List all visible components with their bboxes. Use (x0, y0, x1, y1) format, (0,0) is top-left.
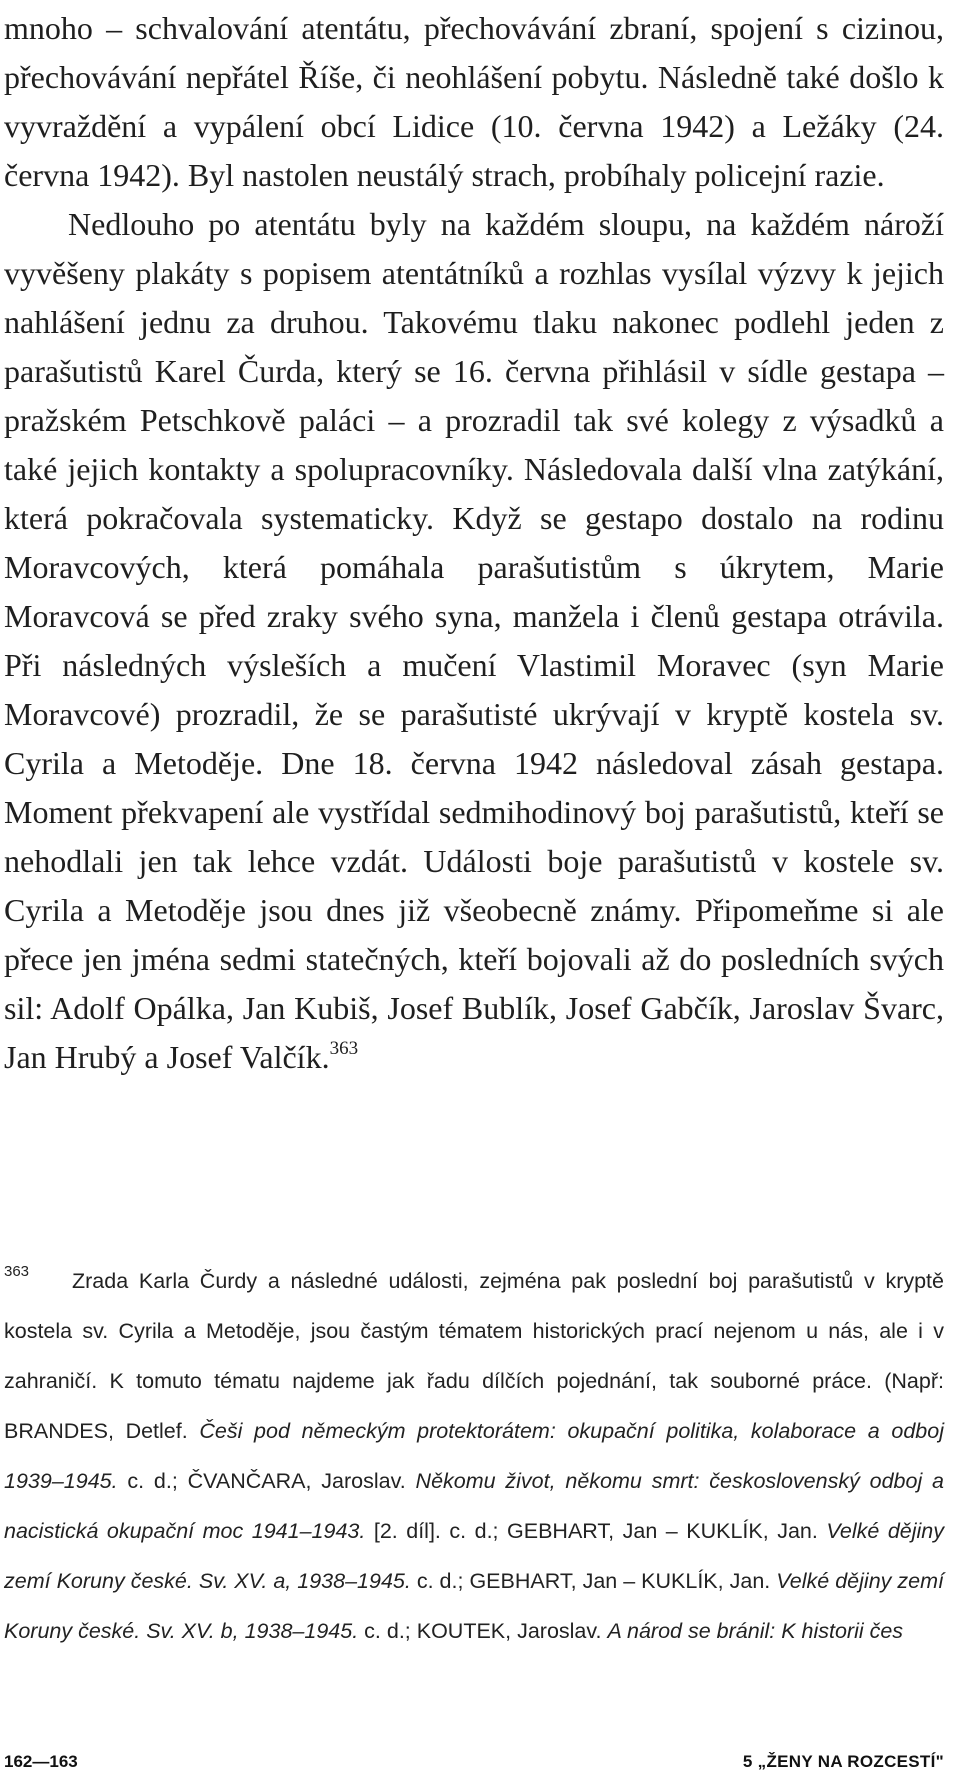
chapter-title: 5 „ŽENY NA ROZCESTÍ" (742, 1752, 944, 1771)
footnote-text-1: Zrada Karla Čurdy a následné události, zejména pak poslední boj parašutistů v kryptě kostela sv. Cyrila a Metoděje, jsou častým tématem historických prací nejenom u nás, ale i v zahraničí. K tomuto tématu najdeme jak řadu dílčích pojednání, tak souborné práce. (Např: BRANDES, Detlef. (4, 1269, 944, 1443)
footnote-title-1: Češi pod německým protektorátem: okupační politika, kolaborace a odboj 1939–1945. (4, 1419, 944, 1493)
footnote-reference[interactable]: 363 (329, 1038, 359, 1059)
footnote-text-4: c. d.; GEBHART, Jan – KUKLÍK, Jan. (410, 1569, 777, 1593)
footnote-title-2: Někomu život, někomu smrt: československý odboj a nacistická okupační moc 1941–1943. (4, 1469, 945, 1543)
footnote-title-4: Velké dějiny zemí Koruny české. Sv. XV. b, 1938–1945. (4, 1569, 944, 1643)
footnote-text-2: c. d.; ČVANČARA, Jaroslav. (117, 1469, 416, 1493)
page-numbers: 162—163 (4, 1752, 78, 1771)
body-text (4, 4, 944, 1082)
footnote: 363 Zrada Karla Čurdy a následné události, zejména pak poslední boj parašutistů v kryptě kostela sv. Cyrila a Metoděje, jsou častým tématem historických prací nejenom u nás, ale i v zahraničí. K tomuto tématu najdeme jak řadu dílčích pojednání, tak souborné práce. (Např: BRANDES, Detlef. Češi pod německým protektorátem: okupační politika, kolaborace a odboj 1939–1945. c. d.; ČVANČARA, Jaroslav. Někomu život, někomu smrt: československý odboj a nacistická okupační moc 1941–1943. [2. díl]. c. d.; GEBHART, Jan – KUKLÍK, Jan. Velké dějiny zemí Koruny české. Sv. XV. a, 1938–1945. c. d.; GEBHART, Jan – KUKLÍK, Jan. Velké dějiny zemí Koruny české. Sv. XV. b, 1938–1945. c. d.; KOUTEK, Jaroslav. A národ se bránil: K historii čes (4, 1263, 945, 1643)
paragraph-1: mnoho – schvalování atentátu, přechovávání zbraní, spojení s cizinou, přechovávání nepřátel Říše, či neohlášení pobytu. Následně také došlo k vyvraždění a vypálení obcí Lidice (10. června 1942) a Ležáky (24. června 1942). Byl nastolen neustálý strach, probíhaly policejní razie. (4, 10, 944, 193)
paragraph-2 (4, 200, 944, 1082)
paragraph-2-text: Nedlouho po atentátu byly na každém sloupu, na každém nároží vyvěšeny plakáty s popisem atentátníků a rozhlas vysílal výzvy k jejich nahlášení jednu za druhou. Takovému tlaku nakonec podlehl jeden z parašutistů Karel Čurda, který se 16. června přihlásil v sídle gestapa – pražském Petschkově paláci – a prozradil tak své kolegy z výsadků a také jejich kontakty a spolupracovníky. Následovala další vlna zatýkání, která pokračovala systematicky. Když se gestapo dostalo na rodinu Moravcových, která pomáhala parašutistům s úkrytem, Marie Moravcová se před zraky svého syna, manžela i členů gestapa otrávila. Při následných výsleších a mučení Vlastimil Moravec (syn Marie Moravcové) prozradil, že se parašutisté ukrývají v kryptě kostela sv. Cyrila a Metoděje. Dne 18. června 1942 následoval zásah gestapa. Moment překvapení ale vystřídal sedmihodinový boj parašutistů, kteří se nehodlali jen tak lehce vzdát. Události boje parašutistů v kostele sv. Cyrila a Metoděje jsou dnes již všeobecně známy. Připomeňme si ale přece jen jména sedmi statečných, kteří bojovali až do posledních svých sil: Adolf Opálka, Jan Kubiš, Josef Bublík, Josef Gabčík, Jaroslav Švarc, Jan Hrubý a Josef Valčík. (4, 206, 944, 1075)
page-footer (4, 1752, 944, 1782)
footnote-text-5: c. d.; KOUTEK, Jaroslav. (358, 1619, 608, 1643)
footnote-title-5: A národ se bránil: K historii čes (607, 1619, 904, 1643)
footnote-text-3: [2. díl]. c. d.; GEBHART, Jan – KUKLÍK, Jan. (365, 1519, 827, 1543)
footnote-title-3: Velké dějiny zemí Koruny české. Sv. XV. a, 1938–1945. (4, 1519, 944, 1593)
